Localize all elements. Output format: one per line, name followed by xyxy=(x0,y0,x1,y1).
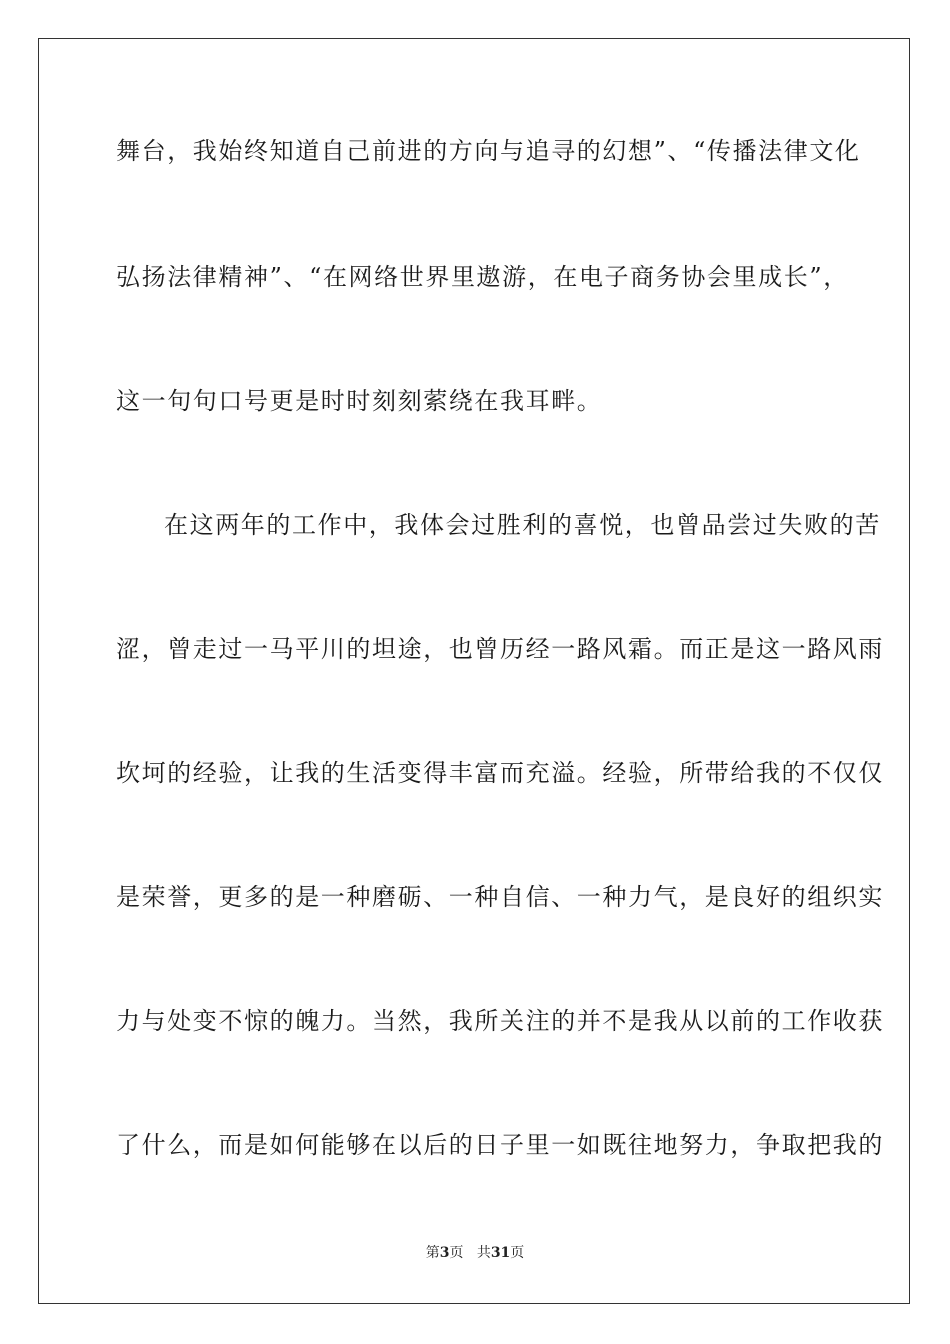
footer-page-suffix: 页 xyxy=(449,1245,464,1261)
body-text-line-9: 了什么，而是如何能够在以后的日子里一如既往地努力，争取把我的 xyxy=(116,1131,884,1159)
footer-page-prefix: 第 xyxy=(425,1245,440,1261)
page-footer xyxy=(0,1243,950,1263)
page-border xyxy=(38,38,910,1304)
footer-total-suffix: 页 xyxy=(510,1245,525,1261)
footer-total-prefix: 共 xyxy=(476,1245,491,1261)
body-text-line-2: 弘扬法律精神”、“在网络世界里遨游，在电子商务协会里成长”， xyxy=(116,263,849,291)
body-text-line-5: 涩，曾走过一马平川的坦途，也曾历经一路风霜。而正是这一路风雨 xyxy=(116,635,884,663)
body-text-line-1: 舞台，我始终知道自己前进的方向与追寻的幻想”、“传播法律文化 xyxy=(116,137,861,165)
body-text-line-7: 是荣誉，更多的是一种磨砺、一种自信、一种力气，是良好的组织实 xyxy=(116,883,884,911)
body-text-line-3: 这一句句口号更是时时刻刻萦绕在我耳畔。 xyxy=(116,387,603,415)
body-text-line-8: 力与处变不惊的魄力。当然，我所关注的并不是我从以前的工作收获 xyxy=(116,1007,884,1035)
footer-page-number: 3 xyxy=(439,1245,450,1261)
footer-total-number: 31 xyxy=(490,1245,511,1261)
body-text-line-4: 在这两年的工作中，我体会过胜利的喜悦，也曾品尝过失败的苦 xyxy=(164,511,881,539)
body-text-line-6: 坎坷的经验，让我的生活变得丰富而充溢。经验，所带给我的不仅仅 xyxy=(116,759,884,787)
